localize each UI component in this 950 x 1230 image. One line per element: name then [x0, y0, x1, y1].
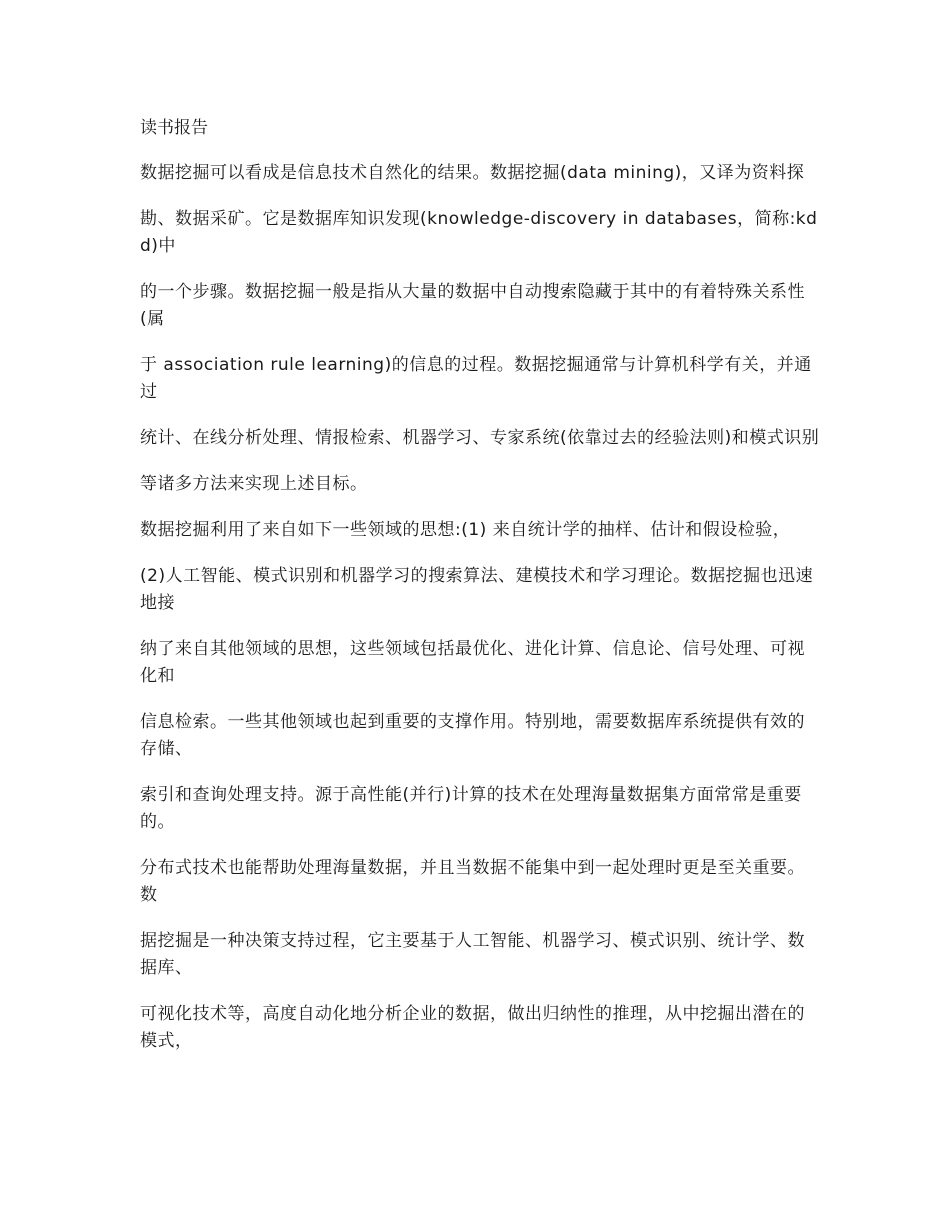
paragraph: 可视化技术等，高度自动化地分析企业的数据，做出归纳性的推理，从中挖掘出潜在的模式， — [140, 1004, 805, 1051]
paragraph: 索引和查询处理支持。源于高性能(并行)计算的技术在处理海量数据集方面常常是重要的。 — [140, 785, 802, 832]
paragraph: 等诸多方法来实现上述目标。 — [140, 474, 368, 494]
paragraph: (2)人工智能、模式识别和机器学习的搜索算法、建模技术和学习理论。数据挖掘也迅速地接 — [140, 566, 814, 613]
document-body — [140, 114, 820, 1074]
paragraph: 据挖掘是一种决策支持过程，它主要基于人工智能、机器学习、模式识别、统计学、数据库、 — [140, 931, 805, 978]
paragraph: 统计、在线分析处理、情报检索、机器学习、专家系统(依靠过去的经验法则)和模式识别 — [140, 428, 820, 448]
paragraph: 于 association rule learning)的信息的过程。数据挖掘通常与计算机科学有关，并通过 — [140, 355, 812, 402]
paragraph: 数据挖掘利用了来自如下一些领域的思想:(1) 来自统计学的抽样、估计和假设检验， — [140, 520, 791, 540]
paragraph: 的一个步骤。数据挖掘一般是指从大量的数据中自动搜索隐藏于其中的有着特殊关系性(属 — [140, 282, 805, 329]
paragraph: 纳了来自其他领域的思想，这些领域包括最优化、进化计算、信息论、信号处理、可视化和 — [140, 639, 805, 686]
document-title: 读书报告 — [140, 118, 208, 138]
paragraph: 勘、数据采矿。它是数据库知识发现(knowledge-discovery in databases，简称:kdd)中 — [140, 209, 818, 256]
paragraph: 信息检索。一些其他领域也起到重要的支撑作用。特别地，需要数据库系统提供有效的存储、 — [140, 712, 805, 759]
paragraph: 数据挖掘可以看成是信息技术自然化的结果。数据挖掘(data mining)，又译为资料探 — [140, 163, 805, 183]
paragraph: 分布式技术也能帮助处理海量数据，并且当数据不能集中到一起处理时更是至关重要。 数 — [140, 858, 805, 905]
